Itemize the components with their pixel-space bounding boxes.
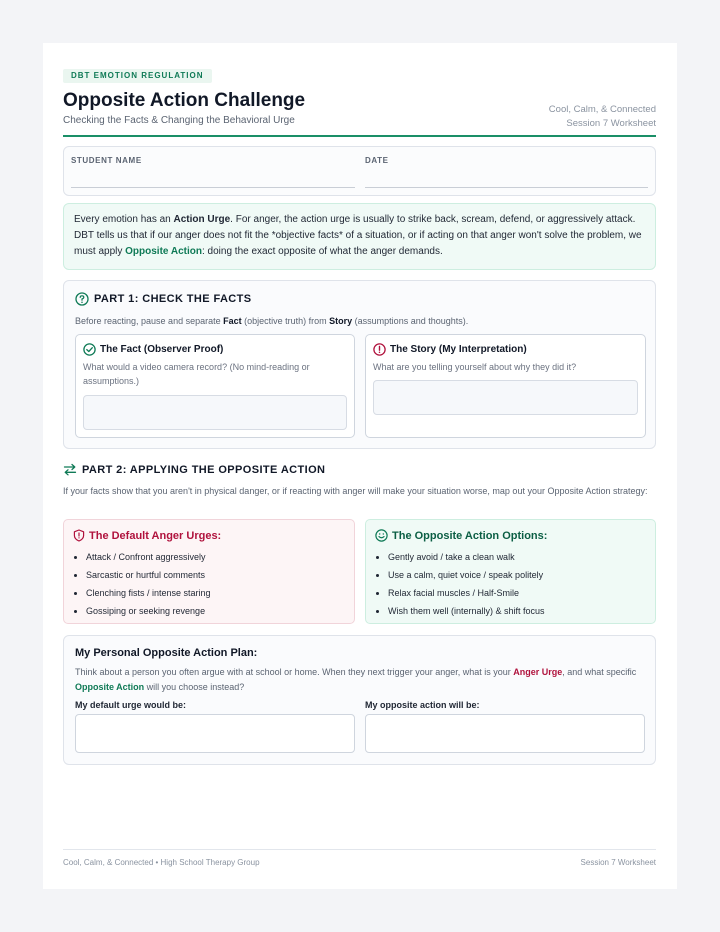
options-title-text: The Opposite Action Options: <box>392 529 548 542</box>
header-meta <box>549 103 656 131</box>
story-card-title-text: The Story (My Interpretation) <box>390 344 527 355</box>
part2-title <box>63 463 325 476</box>
list-item: • Relax facial muscles / Half-Smile <box>388 584 545 602</box>
list-item: • Attack / Confront aggressively <box>86 548 211 566</box>
header-divider <box>63 135 656 137</box>
fact-card-title-text: The Fact (Observer Proof) <box>100 344 224 355</box>
page-title: Opposite Action Challenge <box>63 90 306 111</box>
part1-desc-1: Before reacting, pause and separate <box>75 316 224 326</box>
plan-desc-urge: Anger Urge <box>513 667 563 677</box>
intro-callout <box>63 203 656 270</box>
check-circle-icon <box>83 343 96 356</box>
alert-circle-icon <box>373 343 386 356</box>
page-subtitle: Checking the Facts & Changing the Behavioral Urge <box>63 115 295 126</box>
part1-desc-3: (assumptions and thoughts). <box>352 316 469 326</box>
plan-desc-2: , and what specific <box>562 667 637 677</box>
session-label: Session 7 Worksheet <box>566 118 656 129</box>
intro-text-1: Every emotion has an <box>74 214 174 225</box>
urges-title-text: The Default Anger Urges: <box>89 529 222 542</box>
plan-desc-opposite: Opposite Action <box>75 682 145 692</box>
intro-opposite-action: Opposite Action <box>125 246 202 257</box>
part1-desc <box>75 314 468 328</box>
worksheet-page <box>43 43 677 889</box>
list-item: • Use a calm, quiet voice / speak politely <box>388 566 545 584</box>
plan-title: My Personal Opposite Action Plan: <box>75 647 258 659</box>
fact-input[interactable] <box>83 395 347 430</box>
footer-left: Cool, Calm, & Connected • High School Therapy Group <box>63 858 260 867</box>
part1-section <box>63 280 656 449</box>
action-field-label: My opposite action will be: <box>365 700 480 710</box>
options-list <box>388 548 545 620</box>
opposite-options-box <box>365 519 656 624</box>
student-name-label: STUDENT NAME <box>71 156 142 165</box>
opposite-action-input[interactable] <box>365 714 645 753</box>
part1-title <box>75 292 252 306</box>
story-input[interactable] <box>373 380 638 415</box>
urges-title <box>73 529 221 542</box>
student-name-field[interactable] <box>71 187 355 188</box>
list-item: • Sarcastic or hurtful comments <box>86 566 211 584</box>
plan-desc <box>75 665 643 695</box>
intro-text-2: . For anger, the action urge is usually to strike back, scream, defend, or aggressively attack. DBT tells us that if our anger does not fit the *objective facts* of a situation, or if acting on that anger won't solve the problem, we must apply <box>74 214 642 257</box>
intro-action-urge: Action Urge <box>173 214 231 225</box>
list-item: • Clenching fists / intense staring <box>86 584 211 602</box>
fact-card-prompt: What would a video camera record? (No mind-reading or assumptions.) <box>83 362 310 386</box>
list-item: • Gently avoid / take a clean walk <box>388 548 545 566</box>
intro-text-3: : doing the exact opposite of what the anger demands. <box>202 246 443 257</box>
date-field[interactable] <box>365 187 648 188</box>
swap-arrows-icon <box>63 463 77 476</box>
date-label: DATE <box>365 156 389 165</box>
question-circle-icon <box>75 292 89 306</box>
urge-field-label: My default urge would be: <box>75 700 187 710</box>
options-title <box>375 529 547 542</box>
fact-card <box>75 334 355 438</box>
default-urges-box <box>63 519 355 624</box>
part1-desc-fact: Fact <box>223 316 242 326</box>
part2-desc: If your facts show that you aren't in physical danger, or if reacting with anger will make your situation worse, map out your Opposite Action strategy: <box>63 486 648 496</box>
group-name: Cool, Calm, & Connected <box>548 104 656 115</box>
plan-desc-3: will you choose instead? <box>144 682 245 692</box>
footer-right: Session 7 Worksheet <box>580 858 656 867</box>
personal-plan-box <box>63 635 656 765</box>
story-card-title <box>373 343 527 356</box>
default-urge-input[interactable] <box>75 714 355 753</box>
story-card <box>365 334 646 438</box>
urges-list <box>86 548 211 620</box>
shield-alert-icon <box>73 529 85 542</box>
part1-title-text: PART 1: CHECK THE FACTS <box>94 293 252 305</box>
category-badge: DBT EMOTION REGULATION <box>63 69 212 83</box>
story-card-prompt: What are you telling yourself about why they did it? <box>373 362 577 372</box>
fact-card-title <box>83 343 223 356</box>
list-item: • Gossiping or seeking revenge <box>86 602 211 620</box>
plan-desc-1: Think about a person you often argue with at school or home. When they next trigger your anger, what is your <box>75 667 514 677</box>
student-info-box <box>63 146 656 196</box>
part1-desc-story: Story <box>329 316 353 326</box>
footer-divider <box>63 849 656 850</box>
list-item: • Wish them well (internally) & shift focus <box>388 602 545 620</box>
part2-title-text: PART 2: APPLYING THE OPPOSITE ACTION <box>82 463 326 476</box>
smile-icon <box>375 529 388 542</box>
part1-desc-2: (objective truth) from <box>241 316 330 326</box>
